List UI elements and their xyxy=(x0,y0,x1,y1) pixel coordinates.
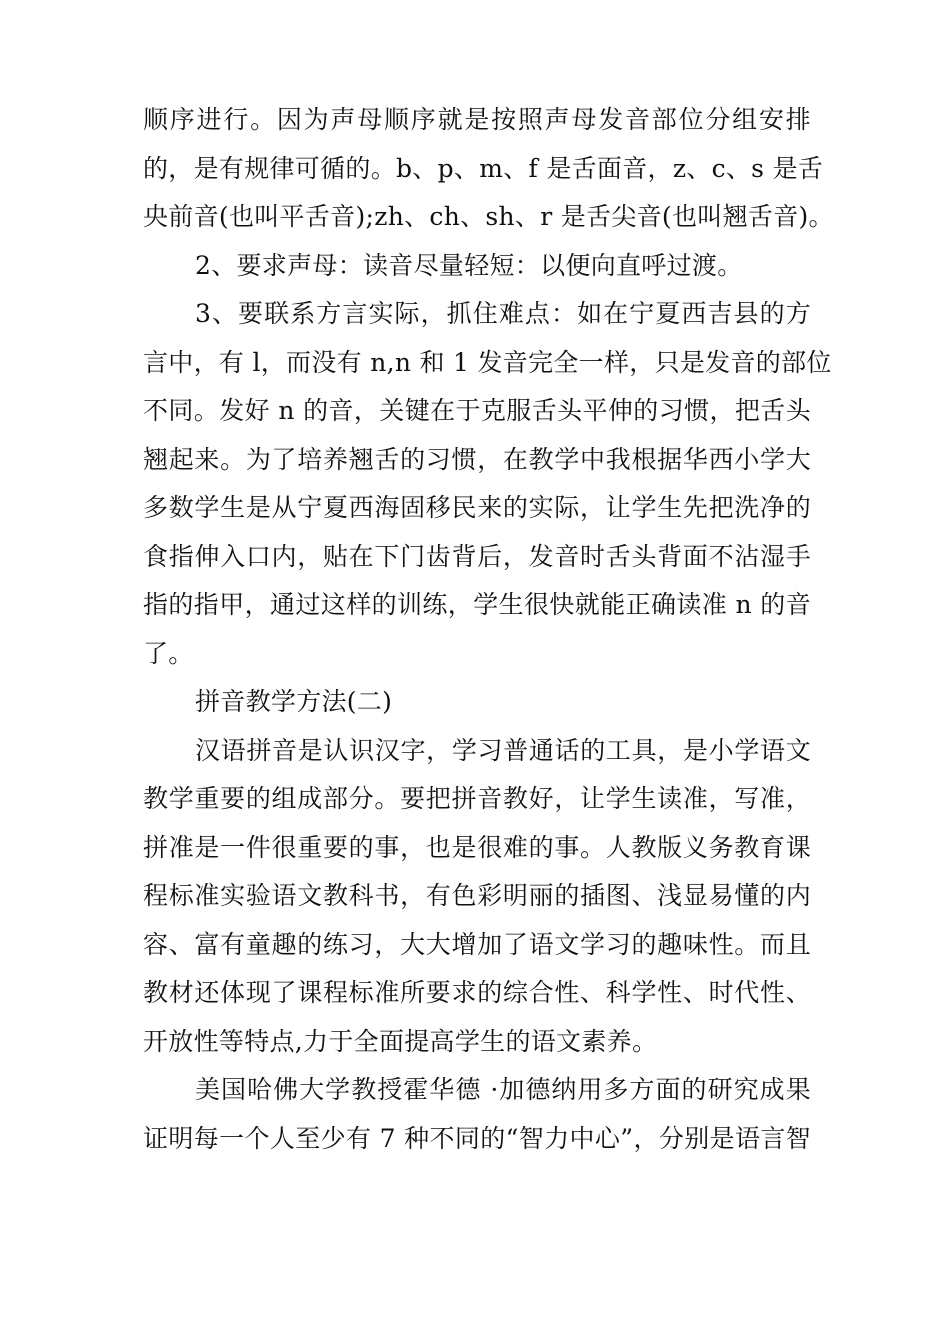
text-line: 拼准是一件很重要的事，也是很难的事。人教版义务教育课 xyxy=(143,832,811,862)
heading-line: 拼音教学方法(二) xyxy=(195,687,393,716)
text-line: 容、富有童趣的练习，大大增加了语文学习的趣味性。而且 xyxy=(143,929,811,959)
text-line: 顺序进行。因为声母顺序就是按照声母发音部位分组安排 xyxy=(143,105,811,134)
text-line: 央前音(也叫平舌音);zh、ch、sh、r 是舌尖音(也叫翘舌音)。 xyxy=(143,202,834,231)
paragraph-1 xyxy=(143,96,834,242)
text-line: 3、要联系方言实际，抓住难点：如在宁夏西吉县的方 xyxy=(195,299,811,328)
section-heading xyxy=(143,678,811,727)
text-line: 了。 xyxy=(143,638,194,668)
text-line: 教学重要的组成部分。要把拼音教好，让学生读准，写准， xyxy=(143,784,811,813)
text-line: 多数学生是从宁夏西海固移民来的实际，让学生先把洗净的 xyxy=(143,493,811,522)
text-line: 食指伸入口内，贴在下门齿背后，发音时舌头背面不沾湿手 xyxy=(143,541,811,571)
text-line: 言中，有 l，而没有 n,n 和 1 发音完全一样，只是发音的部位 xyxy=(143,347,832,377)
paragraph-2 xyxy=(143,242,811,291)
paragraph-4 xyxy=(143,727,811,1067)
paragraph-5 xyxy=(143,1066,811,1163)
paragraph-3 xyxy=(143,290,832,678)
text-line: 的，是有规律可循的。b、p、m、f 是舌面音，z、c、s 是舌 xyxy=(143,153,824,183)
text-line: 程标准实验语文教科书，有色彩明丽的插图、浅显易懂的内 xyxy=(143,881,811,910)
document-body xyxy=(143,96,834,1163)
text-line: 教材还体现了课程标准所要求的综合性、科学性、时代性、 xyxy=(143,978,811,1007)
text-line: 2、要求声母：读音尽量轻短：以便向直呼过渡。 xyxy=(195,250,743,280)
text-line: 不同。发好 n 的音，关键在于克服舌头平伸的习惯，把舌头 xyxy=(143,396,811,425)
text-line: 指的指甲，通过这样的训练，学生很快就能正确读准 n 的音 xyxy=(143,590,811,619)
text-line: 汉语拼音是认识汉字，学习普通话的工具，是小学语文 xyxy=(195,735,811,765)
text-line: 美国哈佛大学教授霍华德 ·加德纳用多方面的研究成果 xyxy=(195,1075,811,1104)
text-line: 开放性等特点,力于全面提高学生的语文素养。 xyxy=(143,1026,658,1056)
text-line: 证明每一个人至少有 7 种不同的“智力中心”，分别是语言智 xyxy=(143,1123,811,1153)
text-line: 翘起来。为了培养翘舌的习惯，在教学中我根据华西小学大 xyxy=(143,444,811,474)
